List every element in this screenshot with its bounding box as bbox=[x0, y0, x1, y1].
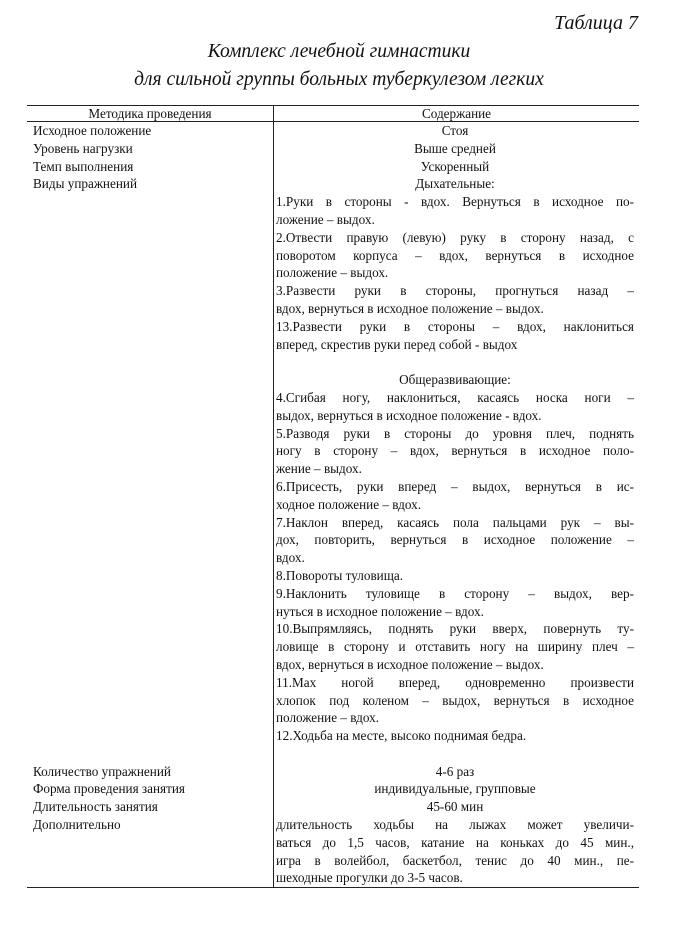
general-line: жение – выдох. bbox=[276, 461, 362, 477]
header-method: Методика проведения bbox=[27, 106, 274, 121]
breathing-line: 3.Развести руки в стороны, прогнуться назад – bbox=[276, 283, 634, 299]
breathing-line: вдох, вернуться в исходное положение – выдох. bbox=[276, 300, 544, 316]
label-session-duration: Длительность занятия bbox=[33, 799, 158, 815]
additional-line: шеходные прогулки до 3-5 часов. bbox=[276, 870, 463, 886]
label-session-form: Форма проведения занятия bbox=[33, 781, 185, 797]
label-tempo: Темп выполнения bbox=[33, 158, 134, 174]
general-line: 9.Наклонить туловище в сторону – выдох, вер- bbox=[276, 585, 634, 601]
general-line: ловище в сторону и отставить ногу на ширину плеч – bbox=[276, 639, 634, 655]
table-body bbox=[27, 122, 639, 888]
general-line: нуться в исходное положение – вдох. bbox=[276, 603, 484, 619]
general-line: ногу в сторону – вдох, вернуться в исходное поло- bbox=[276, 443, 634, 459]
general-line: 6.Присесть, руки вперед – выдох, вернуться в ис- bbox=[276, 478, 634, 494]
additional-line: игра в волейбол, баскетбол, тенис до 40 мин., пе- bbox=[276, 852, 634, 868]
general-line: хлопок под коленом – выдох, вернуться в исходное bbox=[276, 692, 634, 708]
label-load-level: Уровень нагрузки bbox=[33, 140, 133, 156]
value-exercise-types: Дыхательные: bbox=[415, 176, 495, 192]
general-line: 7.Наклон вперед, касаясь пола пальцами рук – вы- bbox=[276, 514, 634, 530]
value-tempo: Ускоренный bbox=[420, 158, 490, 174]
general-exercises bbox=[276, 389, 634, 745]
general-line: дох, повторить, вернуться в исходное положение – bbox=[276, 532, 634, 548]
spacer bbox=[276, 353, 634, 371]
general-line: 11.Мах ногой вперед, одновременно произвести bbox=[276, 674, 634, 690]
additional-notes bbox=[276, 816, 634, 887]
value-session-duration: 45-60 мин bbox=[426, 799, 484, 815]
label-additional: Дополнительно bbox=[33, 817, 121, 833]
general-line: 4.Сгибая ногу, наклониться, касаясь носка ноги – bbox=[276, 389, 634, 405]
general-exercises-title: Общеразвивающие: bbox=[399, 372, 511, 388]
general-line: 12.Ходьба на месте, высоко поднимая бедра. bbox=[276, 728, 527, 744]
spacer bbox=[33, 193, 273, 763]
general-line: 8.Повороты туловища. bbox=[276, 567, 404, 583]
breathing-exercises bbox=[276, 193, 634, 353]
label-exercise-types: Виды упражнений bbox=[33, 176, 138, 192]
general-line: выдох, вернуться в исходное положение - вдох. bbox=[276, 407, 542, 423]
value-session-form: индивидуальные, групповые bbox=[374, 781, 536, 797]
general-line: ходное положение – вдох. bbox=[276, 496, 422, 512]
title-line-2: для сильной группы больных туберкулезом легких bbox=[134, 69, 544, 90]
label-exercise-count: Количество упражнений bbox=[33, 763, 171, 779]
exercise-table bbox=[27, 105, 639, 888]
breathing-line: положение – выдох. bbox=[276, 265, 389, 281]
general-line: положение – вдох. bbox=[276, 710, 380, 726]
breathing-line: поворотом корпуса – вдох, вернуться в исходное bbox=[276, 247, 634, 263]
breathing-line: 2.Отвести правую (левую) руку в сторону назад, с bbox=[276, 229, 634, 245]
additional-line: длительность ходьбы на лыжах может увеличи- bbox=[276, 817, 634, 833]
method-column bbox=[27, 122, 273, 887]
general-line: вдох. bbox=[276, 550, 305, 566]
content-column bbox=[273, 122, 639, 887]
additional-line: ваться до 1,5 часов, катание на коньках до 45 мин., bbox=[276, 834, 634, 850]
header-content: Содержание bbox=[421, 106, 492, 121]
label-start-position: Исходное положение bbox=[33, 123, 152, 138]
spacer bbox=[276, 745, 634, 763]
general-line: 10.Выпрямляясь, поднять руки вверх, повернуть ту- bbox=[276, 621, 634, 637]
breathing-line: вперед, скрестив руки перед собой - выдох bbox=[276, 336, 518, 352]
value-start-position: Стоя bbox=[441, 123, 469, 138]
breathing-line: 1.Руки в стороны - вдох. Вернуться в исходное по- bbox=[276, 194, 634, 210]
general-line: вдох, вернуться в исходное положение – выдох. bbox=[276, 656, 544, 672]
table-number: Таблица 7 bbox=[554, 12, 638, 34]
table-header bbox=[27, 105, 639, 122]
title-line-1: Комплекс лечебной гимнастики bbox=[207, 41, 471, 62]
general-line: 5.Разводя руки в стороны до уровня плеч, поднять bbox=[276, 425, 634, 441]
value-exercise-count: 4-6 раз bbox=[435, 763, 475, 779]
breathing-line: ложение – выдох. bbox=[276, 211, 375, 227]
value-load-level: Выше средней bbox=[414, 140, 496, 156]
breathing-line: 13.Развести руки в стороны – вдох, наклониться bbox=[276, 318, 634, 334]
